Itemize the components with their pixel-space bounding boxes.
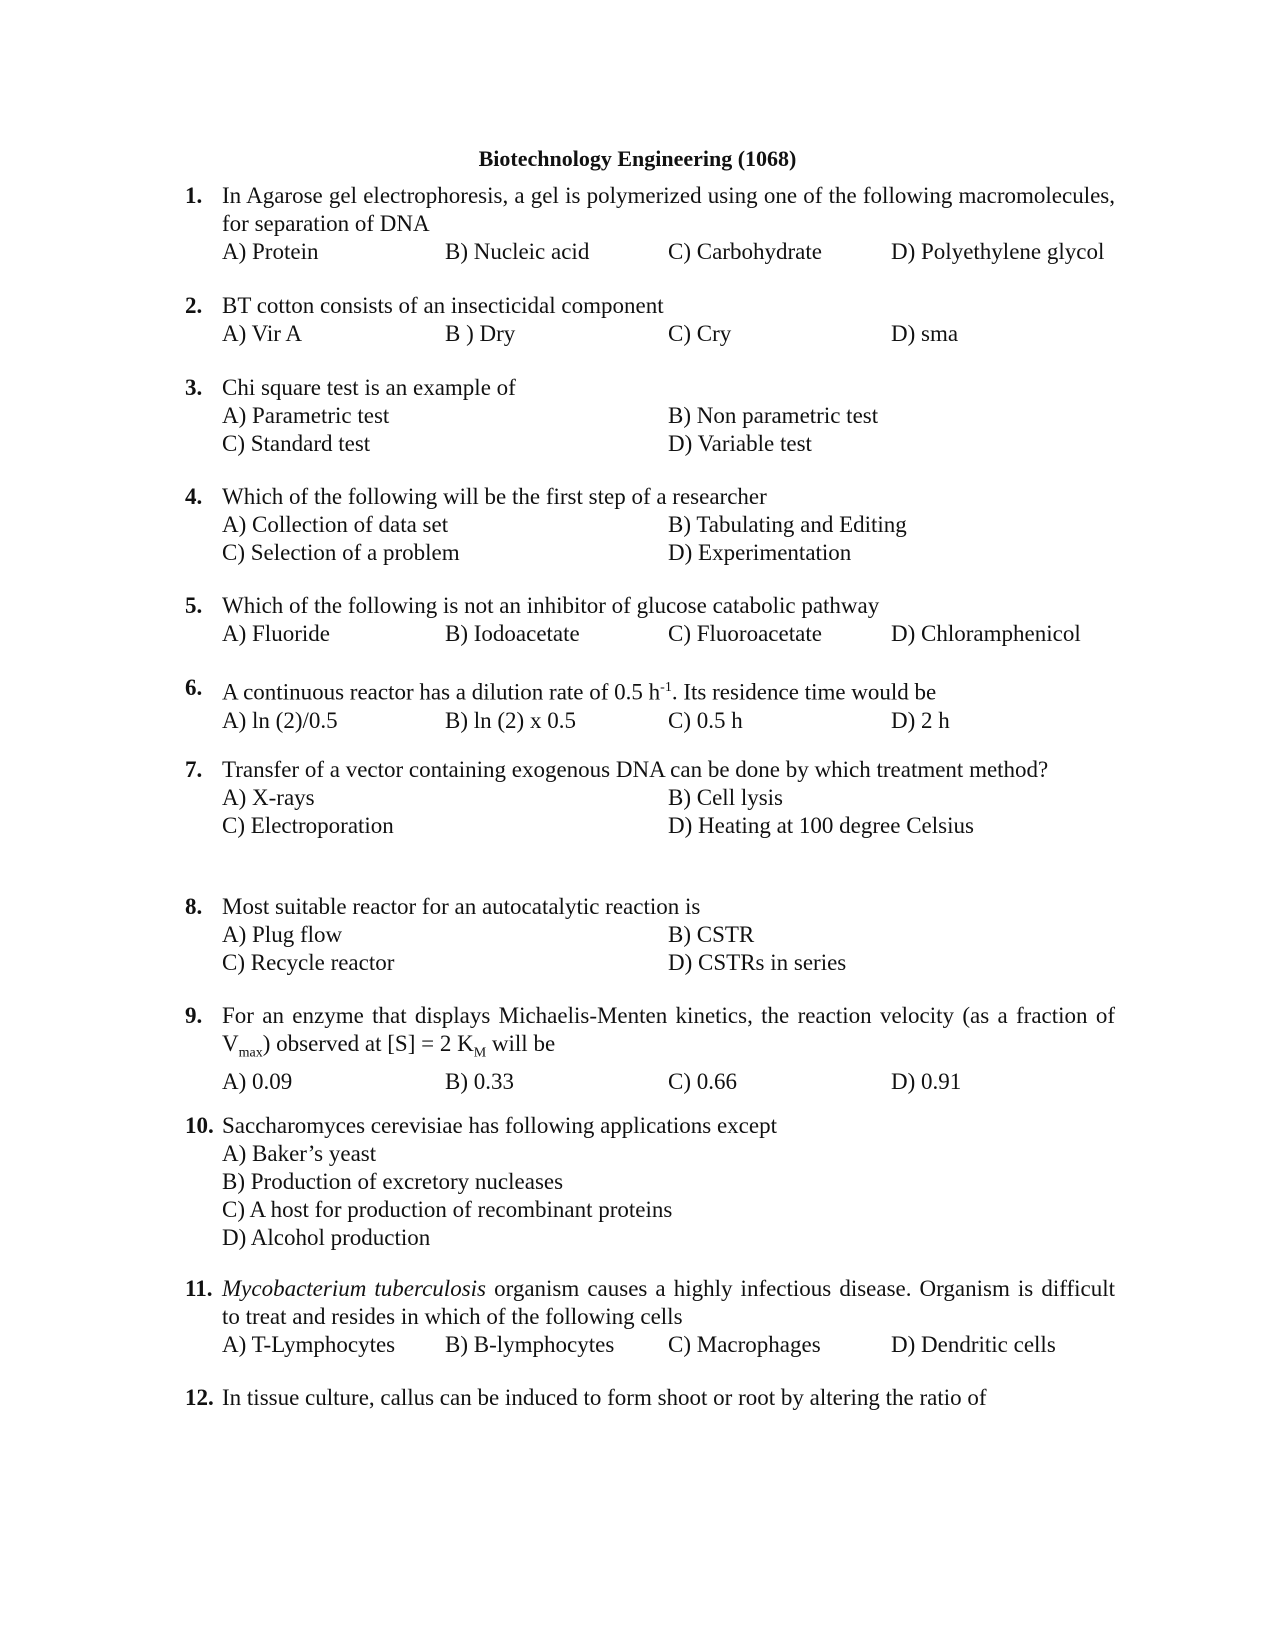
question-text-part: For an enzyme that displays Michaelis-Menten kinetics, the reaction velocity (as a fraction of V [222,1003,1115,1056]
question-text-part: organism causes a highly infectious disease. Organism is difficult to treat and resides in which of the following cells [222,1276,1116,1329]
option-d: D) Chloramphenicol [891,621,1081,646]
page-title: Biotechnology Engineering (1068) [478,146,797,171]
question-6 [185,674,1115,735]
question-5 [185,592,1115,648]
options-row [222,1331,1115,1359]
option-b: B) CSTR [668,922,755,947]
option-b: B) ln (2) x 0.5 [445,707,576,733]
question-9 [185,1002,1115,1096]
option-d: D) Alcohol production [222,1225,431,1250]
question-number: 7. [185,757,203,782]
options-row [222,238,1115,266]
superscript: -1 [660,680,672,695]
option-d: D) sma [891,321,959,346]
option-d: D) 0.91 [891,1068,962,1094]
option-a: A) Vir A [222,321,302,346]
question-text-part: A continuous reactor has a dilution rate of 0.5 h [222,679,661,705]
options-row [222,812,1115,840]
question-12 [185,1384,1115,1412]
options-row [222,539,1115,567]
question-text: Most suitable reactor for an autocatalytic reaction is [222,894,701,919]
question-1 [185,182,1115,266]
option-d: D) Polyethylene glycol [891,239,1105,264]
question-text: Transfer of a vector containing exogenous DNA can be done by which treatment method? [222,757,1049,782]
question-number: 11. [185,1276,213,1301]
options-row [222,402,1115,430]
option-c: C) A host for production of recombinant proteins [222,1197,673,1222]
question-number: 3. [185,375,203,400]
option-a: A) ln (2)/0.5 [222,707,338,733]
option-c: C) Selection of a problem [222,540,460,565]
option-a: A) Baker’s yeast [222,1141,377,1166]
option-a: A) Fluoride [222,621,330,646]
option-a: A) X-rays [222,785,315,810]
question-2 [185,292,1115,348]
question-text: In tissue culture, callus can be induced to form shoot or root by altering the ratio of [222,1385,987,1410]
question-text: Saccharomyces cerevisiae has following applications except [222,1113,777,1138]
organism-name: Mycobacterium tuberculosis [222,1276,486,1301]
question-number: 5. [185,593,203,618]
question-text-part: ) observed at [S] = 2 K [262,1031,474,1056]
question-text [222,1275,1115,1331]
option-d: D) Variable test [668,431,812,456]
question-text: Which of the following is not an inhibitor of glucose catabolic pathway [222,593,880,618]
options-row [222,784,1115,812]
question-text-part: . Its residence time would be [671,679,937,705]
option-a: A) Parametric test [222,403,390,428]
subscript: max [238,1045,263,1061]
question-number: 9. [185,1003,203,1028]
question-text: In Agarose gel electrophoresis, a gel is polymerized using one of the following macromolecules, for separation of DNA [222,183,1115,236]
question-4 [185,483,1115,567]
question-7 [185,756,1115,840]
question-text: BT cotton consists of an insecticidal component [222,293,664,318]
question-3 [185,374,1115,458]
option-b: B) Nucleic acid [445,239,590,264]
option-b: B) Production of excretory nucleases [222,1169,564,1194]
option-a: A) Protein [222,239,319,264]
option-b: B) Tabulating and Editing [668,512,907,537]
option-c: C) Carbohydrate [668,239,822,264]
option-c: C) 0.66 [668,1068,737,1094]
option-c: C) Macrophages [668,1332,821,1357]
option-b: B) B-lymphocytes [445,1332,615,1357]
options-row [222,430,1115,458]
option-b: B) Cell lysis [668,785,784,810]
options-row [222,320,1115,348]
question-number: 6. [185,675,203,700]
question-number: 2. [185,293,203,318]
options-row [222,949,1115,977]
question-text: Which of the following will be the first step of a researcher [222,484,767,509]
option-d: D) Experimentation [668,540,852,565]
options-row [222,620,1115,648]
option-c: C) Fluoroacetate [668,621,822,646]
subscript: M [473,1045,487,1061]
option-c: C) Cry [668,321,732,346]
question-text-part: will be [486,1031,556,1056]
question-10 [185,1112,1115,1252]
option-b: B ) Dry [445,321,516,346]
question-number: 1. [185,183,203,208]
option-a: A) Collection of data set [222,512,449,537]
option-b: B) Iodoacetate [445,621,580,646]
options-row [222,921,1115,949]
option-d: D) CSTRs in series [668,950,847,975]
question-number: 10. [185,1113,214,1138]
question-8 [185,893,1115,977]
question-11 [185,1275,1115,1359]
option-c: C) Recycle reactor [222,950,395,975]
question-number: 8. [185,894,203,919]
question-text: Chi square test is an example of [222,375,516,400]
option-c: C) 0.5 h [668,707,743,733]
option-c: C) Standard test [222,431,371,456]
question-number: 4. [185,484,203,509]
option-a: A) T-Lymphocytes [222,1332,396,1357]
question-text [222,1002,1115,1068]
option-d: D) Dendritic cells [891,1332,1056,1357]
option-b: B) 0.33 [445,1068,514,1094]
options-row [222,707,1115,735]
option-d: D) 2 h [891,707,950,733]
option-c: C) Electroporation [222,813,394,838]
option-b: B) Non parametric test [668,403,879,428]
options-row [222,1068,1115,1096]
option-a: A) Plug flow [222,922,343,947]
option-d: D) Heating at 100 degree Celsius [668,813,974,838]
option-a: A) 0.09 [222,1068,293,1094]
question-text [222,674,1115,707]
options-row [222,511,1115,539]
question-number: 12. [185,1385,214,1410]
